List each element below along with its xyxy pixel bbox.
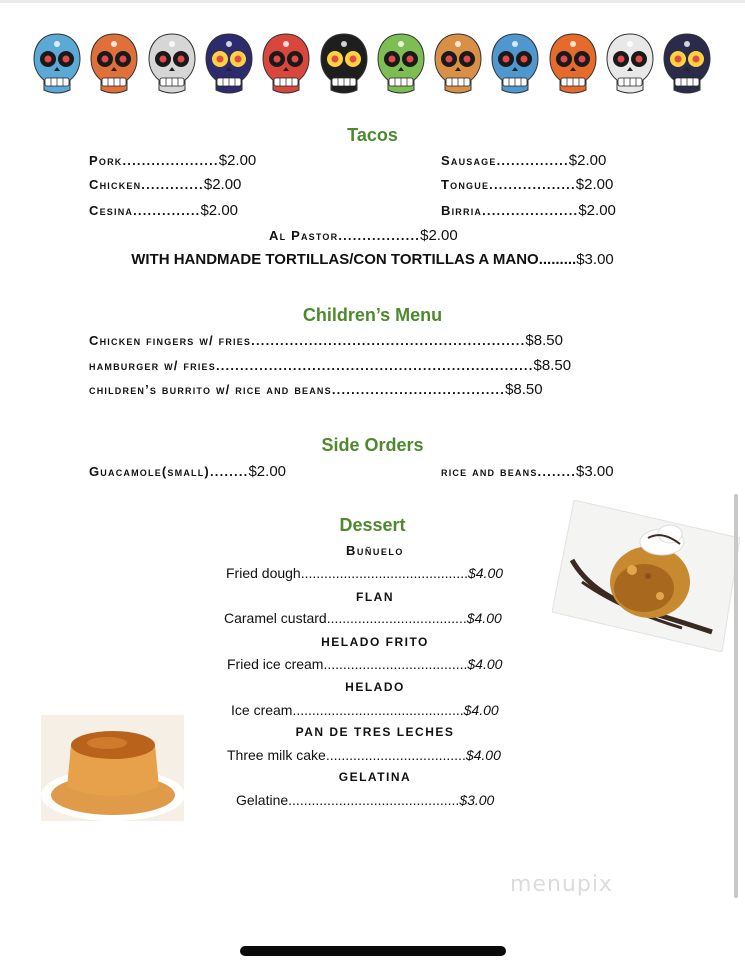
dessert-item-gelatine: Gelatine............................................$3.00 [236, 792, 495, 808]
menupix-watermark: menupix [510, 872, 613, 897]
dessert-item-ice-cream: Ice cream............................................$4.00 [231, 702, 499, 718]
menu-item-pork: Pork....................$2.00 [89, 152, 257, 169]
menu-item-childrens-burrito: children’s burrito w/ rice and beans....................................$8.50 [89, 381, 543, 398]
menu-item-al-pastor: Al Pastor.................$2.00 [269, 227, 458, 244]
menu-item-birria: Birria....................$2.00 [441, 202, 616, 219]
handmade-tortillas-line: WITH HANDMADE TORTILLAS/CON TORTILLAS A MANO.........$3.00 [131, 251, 614, 268]
scrollbar[interactable] [734, 494, 738, 898]
tacos-heading: Tacos [347, 125, 398, 145]
sugar-skull-icon [605, 32, 655, 96]
menu-item-sausage: Sausage...............$2.00 [441, 152, 607, 169]
sugar-skull-icon [319, 32, 369, 96]
sugar-skull-icon [261, 32, 311, 96]
menu-item-hamburger: hamburger w/ fries..................................................................$8.50 [89, 357, 572, 374]
menu-item-guacamole: Guacamole(small)........$2.00 [89, 463, 287, 480]
menu-item-chicken: Chicken.............$2.00 [89, 176, 242, 193]
flan-photo [41, 715, 184, 821]
dessert-title-bunuelo: Buñuelo [346, 543, 404, 558]
menu-item-tongue: Tongue..................$2.00 [441, 176, 614, 193]
childrens-menu-heading: Children’s Menu [302, 305, 443, 325]
sugar-skull-icon [490, 32, 540, 96]
sugar-skull-icon [89, 32, 139, 96]
sugar-skull-icon [32, 32, 82, 96]
dessert-item-three-milk-cake: Three milk cake....................................$4.00 [227, 747, 501, 763]
dessert-item-fried-dough: Fried dough...........................................$4.00 [226, 565, 504, 581]
dessert-item-caramel-custard: Caramel custard....................................$4.00 [224, 610, 502, 626]
menu-item-rice-and-beans: rice and beans........$3.00 [441, 463, 614, 480]
bunuelo-photo [552, 500, 740, 652]
top-edge [0, 0, 745, 3]
dessert-heading: Dessert [339, 515, 406, 535]
menu-item-chicken-fingers: Chicken fingers w/ fries.........................................................$8.50 [89, 332, 563, 349]
dessert-title-flan: FLAN [356, 590, 394, 604]
sugar-skull-icon [433, 32, 483, 96]
sugar-skull-row [32, 32, 722, 102]
dessert-title-helado-frito: HELADO FRITO [321, 635, 429, 649]
side-orders-heading: Side Orders [321, 435, 424, 455]
dessert-title-helado: HELADO [345, 680, 405, 694]
sugar-skull-icon [147, 32, 197, 96]
menu-item-cesina: Cesina..............$2.00 [89, 202, 239, 219]
dessert-item-fried-ice-cream: Fried ice cream.....................................$4.00 [227, 656, 503, 672]
sugar-skull-icon [662, 32, 712, 96]
sugar-skull-icon [548, 32, 598, 96]
sugar-skull-icon [376, 32, 426, 96]
dessert-title-gelatina: GELATINA [338, 770, 412, 784]
sugar-skull-icon [204, 32, 254, 96]
home-indicator[interactable] [240, 946, 506, 956]
dessert-title-pan-de-tres-leches: PAN DE TRES LECHES [295, 725, 455, 739]
